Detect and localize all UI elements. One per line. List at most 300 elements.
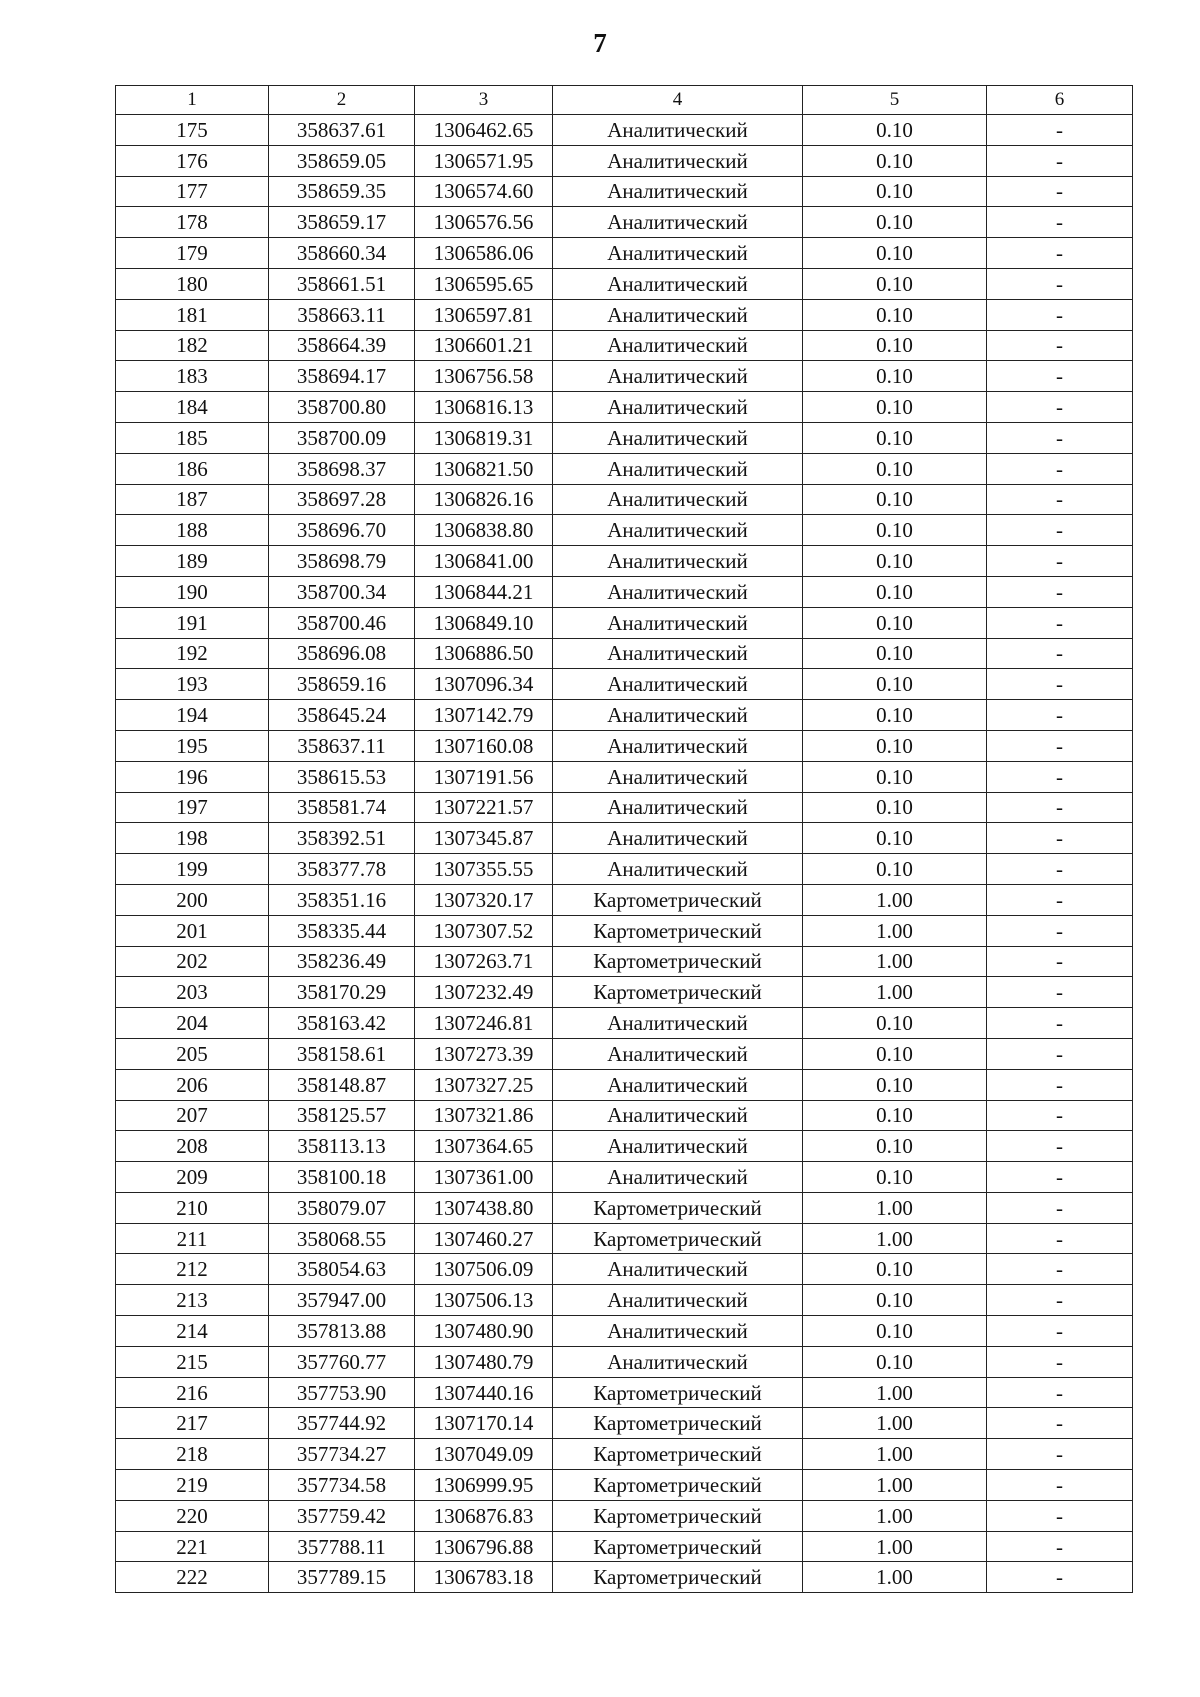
point-number-cell: 179 <box>116 238 269 269</box>
y-coordinate-cell: 1306595.65 <box>415 268 553 299</box>
method-cell: Аналитический <box>553 607 803 638</box>
accuracy-cell: 0.10 <box>803 1285 987 1316</box>
y-coordinate-cell: 1307142.79 <box>415 700 553 731</box>
point-number-cell: 189 <box>116 546 269 577</box>
method-cell: Картометрический <box>553 1408 803 1439</box>
x-coordinate-cell: 358392.51 <box>269 823 415 854</box>
method-cell: Аналитический <box>553 1008 803 1039</box>
table-row <box>116 854 1133 885</box>
note-cell: - <box>987 761 1133 792</box>
y-coordinate-cell: 1307307.52 <box>415 915 553 946</box>
point-number-cell: 221 <box>116 1531 269 1562</box>
table-row <box>116 176 1133 207</box>
accuracy-cell: 0.10 <box>803 145 987 176</box>
table-row <box>116 453 1133 484</box>
point-number-cell: 187 <box>116 484 269 515</box>
note-cell: - <box>987 1162 1133 1193</box>
note-cell: - <box>987 1500 1133 1531</box>
accuracy-cell: 0.10 <box>803 1069 987 1100</box>
table-row <box>116 1254 1133 1285</box>
y-coordinate-cell: 1307246.81 <box>415 1008 553 1039</box>
y-coordinate-cell: 1307320.17 <box>415 884 553 915</box>
y-coordinate-cell: 1306576.56 <box>415 207 553 238</box>
accuracy-cell: 0.10 <box>803 792 987 823</box>
method-cell: Аналитический <box>553 484 803 515</box>
point-number-cell: 205 <box>116 1038 269 1069</box>
note-cell: - <box>987 1562 1133 1593</box>
y-coordinate-cell: 1307438.80 <box>415 1192 553 1223</box>
note-cell: - <box>987 884 1133 915</box>
note-cell: - <box>987 238 1133 269</box>
method-cell: Картометрический <box>553 1192 803 1223</box>
method-cell: Аналитический <box>553 1254 803 1285</box>
point-number-cell: 184 <box>116 392 269 423</box>
table-row <box>116 361 1133 392</box>
method-cell: Аналитический <box>553 1069 803 1100</box>
note-cell: - <box>987 915 1133 946</box>
accuracy-cell: 0.10 <box>803 607 987 638</box>
point-number-cell: 213 <box>116 1285 269 1316</box>
accuracy-cell: 0.10 <box>803 1346 987 1377</box>
x-coordinate-cell: 357813.88 <box>269 1316 415 1347</box>
point-number-cell: 206 <box>116 1069 269 1100</box>
note-cell: - <box>987 638 1133 669</box>
table-row <box>116 1069 1133 1100</box>
method-cell: Аналитический <box>553 1100 803 1131</box>
y-coordinate-cell: 1306844.21 <box>415 576 553 607</box>
accuracy-cell: 0.10 <box>803 392 987 423</box>
table-body <box>116 115 1133 1593</box>
y-coordinate-cell: 1307440.16 <box>415 1377 553 1408</box>
point-number-cell: 194 <box>116 700 269 731</box>
y-coordinate-cell: 1307263.71 <box>415 946 553 977</box>
method-cell: Аналитический <box>553 576 803 607</box>
accuracy-cell: 0.10 <box>803 207 987 238</box>
point-number-cell: 202 <box>116 946 269 977</box>
method-cell: Картометрический <box>553 977 803 1008</box>
y-coordinate-cell: 1307191.56 <box>415 761 553 792</box>
method-cell: Аналитический <box>553 1162 803 1193</box>
note-cell: - <box>987 1470 1133 1501</box>
x-coordinate-cell: 357788.11 <box>269 1531 415 1562</box>
note-cell: - <box>987 392 1133 423</box>
point-number-cell: 204 <box>116 1008 269 1039</box>
x-coordinate-cell: 358068.55 <box>269 1223 415 1254</box>
table-row <box>116 1531 1133 1562</box>
y-coordinate-cell: 1306838.80 <box>415 515 553 546</box>
note-cell: - <box>987 854 1133 885</box>
method-cell: Аналитический <box>553 176 803 207</box>
point-number-cell: 199 <box>116 854 269 885</box>
table-row <box>116 1408 1133 1439</box>
method-cell: Картометрический <box>553 1223 803 1254</box>
x-coordinate-cell: 358351.16 <box>269 884 415 915</box>
x-coordinate-cell: 358660.34 <box>269 238 415 269</box>
note-cell: - <box>987 977 1133 1008</box>
accuracy-cell: 0.10 <box>803 515 987 546</box>
y-coordinate-cell: 1306601.21 <box>415 330 553 361</box>
method-cell: Аналитический <box>553 638 803 669</box>
y-coordinate-cell: 1306796.88 <box>415 1531 553 1562</box>
point-number-cell: 210 <box>116 1192 269 1223</box>
y-coordinate-cell: 1306821.50 <box>415 453 553 484</box>
accuracy-cell: 0.10 <box>803 700 987 731</box>
method-cell: Картометрический <box>553 1470 803 1501</box>
table-row <box>116 669 1133 700</box>
note-cell: - <box>987 546 1133 577</box>
x-coordinate-cell: 358335.44 <box>269 915 415 946</box>
note-cell: - <box>987 792 1133 823</box>
y-coordinate-cell: 1307506.13 <box>415 1285 553 1316</box>
accuracy-cell: 0.10 <box>803 1316 987 1347</box>
method-cell: Аналитический <box>553 207 803 238</box>
accuracy-cell: 1.00 <box>803 1500 987 1531</box>
x-coordinate-cell: 358615.53 <box>269 761 415 792</box>
point-number-cell: 209 <box>116 1162 269 1193</box>
method-cell: Аналитический <box>553 1316 803 1347</box>
method-cell: Аналитический <box>553 761 803 792</box>
note-cell: - <box>987 607 1133 638</box>
y-coordinate-cell: 1307345.87 <box>415 823 553 854</box>
table-row <box>116 823 1133 854</box>
point-number-cell: 188 <box>116 515 269 546</box>
point-number-cell: 203 <box>116 977 269 1008</box>
accuracy-cell: 0.10 <box>803 422 987 453</box>
table-row <box>116 700 1133 731</box>
x-coordinate-cell: 357947.00 <box>269 1285 415 1316</box>
y-coordinate-cell: 1306586.06 <box>415 238 553 269</box>
x-coordinate-cell: 358054.63 <box>269 1254 415 1285</box>
point-number-cell: 200 <box>116 884 269 915</box>
y-coordinate-cell: 1307506.09 <box>415 1254 553 1285</box>
point-number-cell: 216 <box>116 1377 269 1408</box>
note-cell: - <box>987 1408 1133 1439</box>
accuracy-cell: 0.10 <box>803 669 987 700</box>
table-row <box>116 268 1133 299</box>
method-cell: Аналитический <box>553 1285 803 1316</box>
note-cell: - <box>987 576 1133 607</box>
y-coordinate-cell: 1306876.83 <box>415 1500 553 1531</box>
point-number-cell: 198 <box>116 823 269 854</box>
y-coordinate-cell: 1306783.18 <box>415 1562 553 1593</box>
x-coordinate-cell: 358664.39 <box>269 330 415 361</box>
accuracy-cell: 0.10 <box>803 854 987 885</box>
method-cell: Картометрический <box>553 1531 803 1562</box>
note-cell: - <box>987 1131 1133 1162</box>
method-cell: Аналитический <box>553 268 803 299</box>
table-row <box>116 1439 1133 1470</box>
accuracy-cell: 0.10 <box>803 1131 987 1162</box>
point-number-cell: 214 <box>116 1316 269 1347</box>
y-coordinate-cell: 1306886.50 <box>415 638 553 669</box>
y-coordinate-cell: 1307221.57 <box>415 792 553 823</box>
y-coordinate-cell: 1306816.13 <box>415 392 553 423</box>
point-number-cell: 208 <box>116 1131 269 1162</box>
accuracy-cell: 0.10 <box>803 1100 987 1131</box>
point-number-cell: 220 <box>116 1500 269 1531</box>
accuracy-cell: 1.00 <box>803 884 987 915</box>
page-number: 7 <box>593 28 607 58</box>
method-cell: Аналитический <box>553 330 803 361</box>
x-coordinate-cell: 358700.80 <box>269 392 415 423</box>
note-cell: - <box>987 1038 1133 1069</box>
column-header-3: 3 <box>415 86 553 115</box>
point-number-cell: 183 <box>116 361 269 392</box>
table-row <box>116 884 1133 915</box>
method-cell: Аналитический <box>553 546 803 577</box>
method-cell: Аналитический <box>553 792 803 823</box>
note-cell: - <box>987 207 1133 238</box>
y-coordinate-cell: 1306826.16 <box>415 484 553 515</box>
table-row <box>116 1562 1133 1593</box>
y-coordinate-cell: 1306462.65 <box>415 115 553 146</box>
y-coordinate-cell: 1306597.81 <box>415 299 553 330</box>
x-coordinate-cell: 358659.35 <box>269 176 415 207</box>
y-coordinate-cell: 1306819.31 <box>415 422 553 453</box>
accuracy-cell: 1.00 <box>803 1439 987 1470</box>
note-cell: - <box>987 1531 1133 1562</box>
y-coordinate-cell: 1307232.49 <box>415 977 553 1008</box>
y-coordinate-cell: 1307273.39 <box>415 1038 553 1069</box>
method-cell: Аналитический <box>553 422 803 453</box>
y-coordinate-cell: 1307096.34 <box>415 669 553 700</box>
method-cell: Аналитический <box>553 145 803 176</box>
accuracy-cell: 0.10 <box>803 638 987 669</box>
accuracy-cell: 1.00 <box>803 1531 987 1562</box>
x-coordinate-cell: 358697.28 <box>269 484 415 515</box>
table-row <box>116 915 1133 946</box>
x-coordinate-cell: 358100.18 <box>269 1162 415 1193</box>
note-cell: - <box>987 145 1133 176</box>
table-row <box>116 1008 1133 1039</box>
accuracy-cell: 1.00 <box>803 1562 987 1593</box>
table-row <box>116 1316 1133 1347</box>
table-row <box>116 115 1133 146</box>
note-cell: - <box>987 946 1133 977</box>
method-cell: Картометрический <box>553 1439 803 1470</box>
x-coordinate-cell: 358659.05 <box>269 145 415 176</box>
point-number-cell: 196 <box>116 761 269 792</box>
y-coordinate-cell: 1307170.14 <box>415 1408 553 1439</box>
note-cell: - <box>987 515 1133 546</box>
x-coordinate-cell: 357744.92 <box>269 1408 415 1439</box>
y-coordinate-cell: 1306849.10 <box>415 607 553 638</box>
accuracy-cell: 0.10 <box>803 268 987 299</box>
method-cell: Аналитический <box>553 115 803 146</box>
point-number-cell: 191 <box>116 607 269 638</box>
note-cell: - <box>987 1254 1133 1285</box>
note-cell: - <box>987 1346 1133 1377</box>
note-cell: - <box>987 700 1133 731</box>
point-number-cell: 195 <box>116 730 269 761</box>
y-coordinate-cell: 1306841.00 <box>415 546 553 577</box>
x-coordinate-cell: 358663.11 <box>269 299 415 330</box>
table-row <box>116 238 1133 269</box>
method-cell: Аналитический <box>553 700 803 731</box>
point-number-cell: 219 <box>116 1470 269 1501</box>
table-row <box>116 792 1133 823</box>
accuracy-cell: 1.00 <box>803 1223 987 1254</box>
method-cell: Картометрический <box>553 946 803 977</box>
note-cell: - <box>987 422 1133 453</box>
point-number-cell: 186 <box>116 453 269 484</box>
accuracy-cell: 0.10 <box>803 1162 987 1193</box>
table-row <box>116 576 1133 607</box>
accuracy-cell: 0.10 <box>803 1038 987 1069</box>
x-coordinate-cell: 358170.29 <box>269 977 415 1008</box>
x-coordinate-cell: 358696.70 <box>269 515 415 546</box>
note-cell: - <box>987 823 1133 854</box>
note-cell: - <box>987 1192 1133 1223</box>
x-coordinate-cell: 357734.27 <box>269 1439 415 1470</box>
x-coordinate-cell: 358125.57 <box>269 1100 415 1131</box>
point-number-cell: 185 <box>116 422 269 453</box>
coordinates-table <box>115 85 1133 1593</box>
x-coordinate-cell: 358079.07 <box>269 1192 415 1223</box>
note-cell: - <box>987 176 1133 207</box>
x-coordinate-cell: 358645.24 <box>269 700 415 731</box>
accuracy-cell: 0.10 <box>803 1008 987 1039</box>
x-coordinate-cell: 358700.46 <box>269 607 415 638</box>
note-cell: - <box>987 1223 1133 1254</box>
note-cell: - <box>987 1439 1133 1470</box>
accuracy-cell: 0.10 <box>803 823 987 854</box>
accuracy-cell: 0.10 <box>803 546 987 577</box>
accuracy-cell: 1.00 <box>803 977 987 1008</box>
x-coordinate-cell: 357753.90 <box>269 1377 415 1408</box>
table-row <box>116 638 1133 669</box>
table-row <box>116 1131 1133 1162</box>
accuracy-cell: 0.10 <box>803 453 987 484</box>
method-cell: Аналитический <box>553 299 803 330</box>
y-coordinate-cell: 1307160.08 <box>415 730 553 761</box>
table-row <box>116 607 1133 638</box>
table-row <box>116 977 1133 1008</box>
method-cell: Картометрический <box>553 884 803 915</box>
point-number-cell: 201 <box>116 915 269 946</box>
x-coordinate-cell: 358637.11 <box>269 730 415 761</box>
point-number-cell: 176 <box>116 145 269 176</box>
accuracy-cell: 0.10 <box>803 330 987 361</box>
accuracy-cell: 0.10 <box>803 761 987 792</box>
x-coordinate-cell: 357760.77 <box>269 1346 415 1377</box>
table-header-row <box>116 86 1133 115</box>
accuracy-cell: 0.10 <box>803 176 987 207</box>
note-cell: - <box>987 299 1133 330</box>
note-cell: - <box>987 1008 1133 1039</box>
accuracy-cell: 1.00 <box>803 1192 987 1223</box>
y-coordinate-cell: 1306999.95 <box>415 1470 553 1501</box>
x-coordinate-cell: 358659.16 <box>269 669 415 700</box>
x-coordinate-cell: 358148.87 <box>269 1069 415 1100</box>
table-row <box>116 946 1133 977</box>
table-row <box>116 761 1133 792</box>
y-coordinate-cell: 1307355.55 <box>415 854 553 885</box>
y-coordinate-cell: 1306756.58 <box>415 361 553 392</box>
x-coordinate-cell: 357759.42 <box>269 1500 415 1531</box>
y-coordinate-cell: 1307049.09 <box>415 1439 553 1470</box>
accuracy-cell: 1.00 <box>803 1408 987 1439</box>
accuracy-cell: 1.00 <box>803 946 987 977</box>
point-number-cell: 217 <box>116 1408 269 1439</box>
column-header-2: 2 <box>269 86 415 115</box>
table-row <box>116 1285 1133 1316</box>
column-header-6: 6 <box>987 86 1133 115</box>
column-header-4: 4 <box>553 86 803 115</box>
table-row <box>116 392 1133 423</box>
y-coordinate-cell: 1307321.86 <box>415 1100 553 1131</box>
x-coordinate-cell: 358696.08 <box>269 638 415 669</box>
x-coordinate-cell: 358698.79 <box>269 546 415 577</box>
point-number-cell: 181 <box>116 299 269 330</box>
method-cell: Аналитический <box>553 515 803 546</box>
method-cell: Аналитический <box>553 854 803 885</box>
point-number-cell: 178 <box>116 207 269 238</box>
x-coordinate-cell: 358700.09 <box>269 422 415 453</box>
y-coordinate-cell: 1307364.65 <box>415 1131 553 1162</box>
point-number-cell: 180 <box>116 268 269 299</box>
y-coordinate-cell: 1307480.79 <box>415 1346 553 1377</box>
note-cell: - <box>987 1377 1133 1408</box>
y-coordinate-cell: 1307327.25 <box>415 1069 553 1100</box>
x-coordinate-cell: 358158.61 <box>269 1038 415 1069</box>
x-coordinate-cell: 358581.74 <box>269 792 415 823</box>
x-coordinate-cell: 357734.58 <box>269 1470 415 1501</box>
note-cell: - <box>987 361 1133 392</box>
x-coordinate-cell: 358637.61 <box>269 115 415 146</box>
method-cell: Аналитический <box>553 1131 803 1162</box>
method-cell: Картометрический <box>553 1500 803 1531</box>
method-cell: Аналитический <box>553 238 803 269</box>
table-row <box>116 730 1133 761</box>
x-coordinate-cell: 358700.34 <box>269 576 415 607</box>
point-number-cell: 212 <box>116 1254 269 1285</box>
point-number-cell: 177 <box>116 176 269 207</box>
table-row <box>116 145 1133 176</box>
method-cell: Аналитический <box>553 823 803 854</box>
method-cell: Аналитический <box>553 1346 803 1377</box>
method-cell: Аналитический <box>553 1038 803 1069</box>
point-number-cell: 190 <box>116 576 269 607</box>
table-row <box>116 1223 1133 1254</box>
accuracy-cell: 1.00 <box>803 1470 987 1501</box>
method-cell: Картометрический <box>553 1377 803 1408</box>
point-number-cell: 193 <box>116 669 269 700</box>
method-cell: Аналитический <box>553 730 803 761</box>
table-row <box>116 1377 1133 1408</box>
table-row <box>116 515 1133 546</box>
note-cell: - <box>987 730 1133 761</box>
accuracy-cell: 0.10 <box>803 238 987 269</box>
x-coordinate-cell: 358698.37 <box>269 453 415 484</box>
table-row <box>116 422 1133 453</box>
y-coordinate-cell: 1306571.95 <box>415 145 553 176</box>
table-row <box>116 1346 1133 1377</box>
accuracy-cell: 1.00 <box>803 1377 987 1408</box>
method-cell: Аналитический <box>553 361 803 392</box>
y-coordinate-cell: 1307460.27 <box>415 1223 553 1254</box>
point-number-cell: 207 <box>116 1100 269 1131</box>
x-coordinate-cell: 357789.15 <box>269 1562 415 1593</box>
method-cell: Картометрический <box>553 1562 803 1593</box>
note-cell: - <box>987 1316 1133 1347</box>
x-coordinate-cell: 358694.17 <box>269 361 415 392</box>
x-coordinate-cell: 358659.17 <box>269 207 415 238</box>
table-row <box>116 484 1133 515</box>
accuracy-cell: 0.10 <box>803 361 987 392</box>
accuracy-cell: 0.10 <box>803 1254 987 1285</box>
point-number-cell: 182 <box>116 330 269 361</box>
